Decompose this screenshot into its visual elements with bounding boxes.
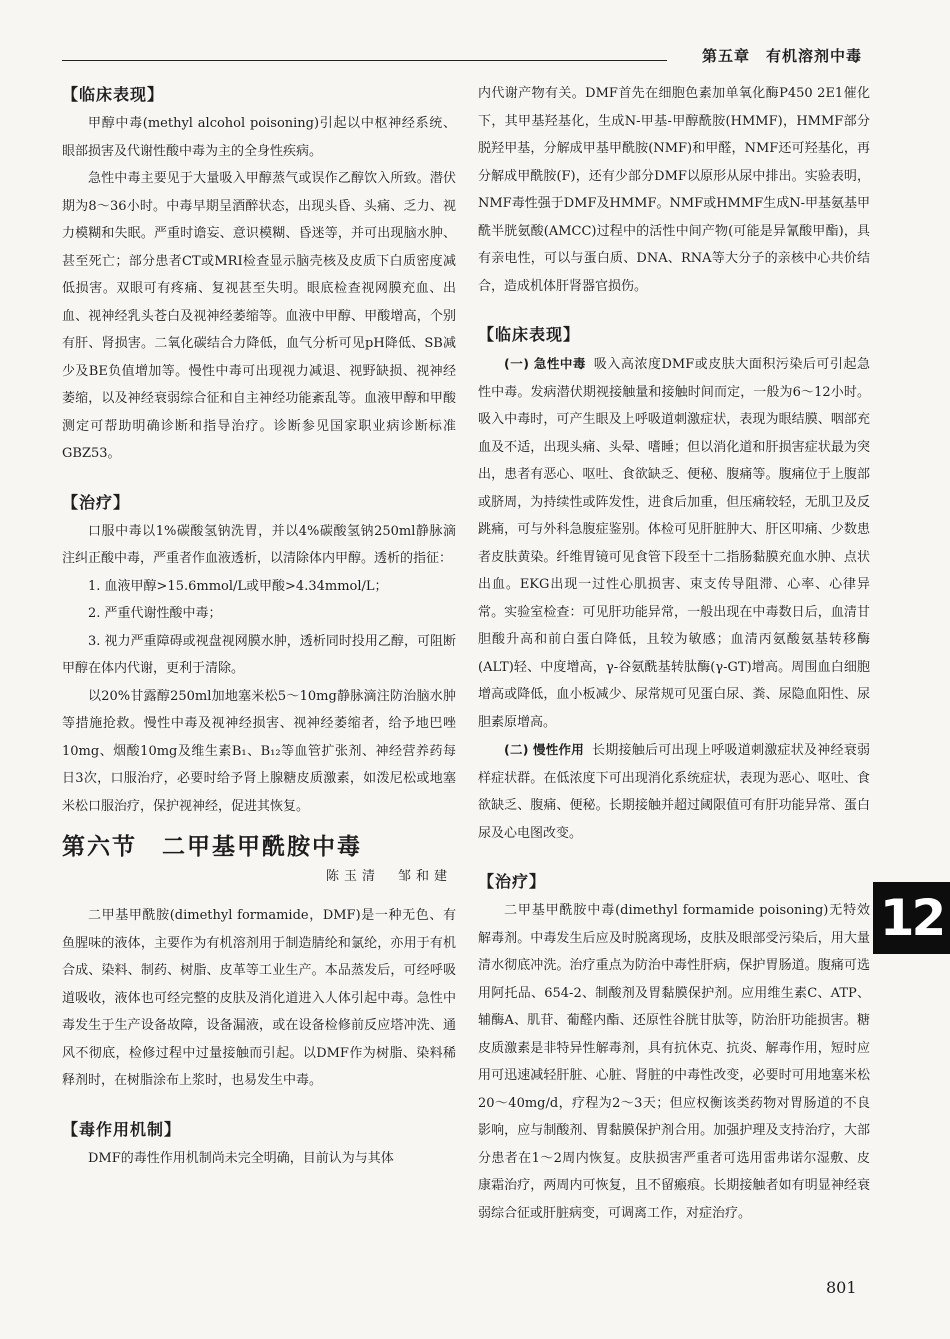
clinical-paragraph-2: 急性中毒主要见于大量吸入甲醇蒸气或误作乙醇饮入所致。潜伏期为8～36小时。中毒早期呈酒醉状态，出现头昏、头痛、乏力、视力模糊和失眠。严重时谵妄、意识模糊、昏迷等，并可出现脑水肿、甚至死亡；部分患者CT或MRI检查显示脑壳核及皮质下白质密度减低损害。双眼可有疼痛、复视甚至失明。眼底检查视网膜充血、出血、视神经乳头苍白及视神经萎缩等。血液中甲醇、甲酸增高，个别有肝、肾损害。二氧化碳结合力降低，血气分析可见pH降低、SB减少及BE负值增加等。慢性中毒可出现视力减退、视野缺损、视神经萎缩，以及神经衰弱综合征和自主神经功能紊乱等。血液甲醇和甲酸测定可帮助明确诊断和指导治疗。诊断参见国家职业病诊断标准GBZ53。 [62,171,456,461]
left-column [62,80,456,1172]
chronic-text: 长期接触后可出现上呼吸道刺激症状及神经衰弱样症状群。在低浓度下可出现消化系统症状，表现为恶心、呕吐、食欲缺乏、腹痛、便秘。长期接触并超过阈限值可有肝功能异常、蛋白尿及心电图改变。 [478,743,870,841]
mechanism-continued: 内代谢产物有关。DMF首先在细胞色素加单氧化酶P450 2E1催化下，其甲基羟基化，生成N-甲基-甲醇酰胺(HMMF)，HMMF部分脱羟甲基，分解成甲基甲酰胺(NMF)和甲醛，NMF还可羟基化，再分解成甲酰胺(F)，还有少部分DMF以原形从尿中排出。实验表明，NMF毒性强于DMF及HMMF。NMF或HMMF生成N-甲基氨基甲酰半胱氨酸(AMCC)过程中的活性中间产物(可能是异氰酸甲酯)，具有亲电性，可以与蛋白质、DNA、RNA等大分子的亲核中心共价结合，造成机体肝肾器官损伤。 [478,86,870,294]
mechanism-paragraph: DMF的毒性作用机制尚未完全明确，目前认为与其体 [88,1150,394,1166]
clinical-heading: 【临床表现】 [62,85,165,104]
treatment-criteria-item: 3. 视力严重障碍或视盘视网膜水肿，透析同时投用乙醇，可阻断甲醇在体内代谢，更利于清除。 [62,633,456,676]
chronic-label: (二) 慢性作用 [504,742,585,757]
section-six-title: 第六节 二甲基甲酰胺中毒 [62,834,362,860]
page-number: 801 [826,1278,857,1297]
dmf-clinical-heading: 【临床表现】 [478,325,581,344]
acute-label: (一) 急性中毒 [504,356,586,371]
treatment-intro: 口服中毒以1%碳酸氢钠洗胃，并以4%碳酸氢钠250ml静脉滴注纠正酸中毒，严重者作血液透析，以清除体内甲醇。透析的指征： [62,523,456,566]
acute-poisoning-paragraph [478,350,870,736]
running-header: 第五章 有机溶剂中毒 [701,47,862,65]
header-rule [62,60,667,61]
section-authors: 陈玉清 邹和建 [325,869,452,884]
clinical-paragraph-1: 甲醇中毒(methyl alcohol poisoning)引起以中枢神经系统、眼部损害及代谢性酸中毒为主的全身性疾病。 [62,116,456,159]
dmf-treatment-paragraph: 二甲基甲酰胺中毒(dimethyl formamide poisoning)无特效解毒剂。中毒发生后应及时脱离现场，皮肤及眼部受污染后，用大量清水彻底冲洗。治疗重点为防治中毒性肝病，保护胃肠道。腹痛可选用阿托品、654-2、制酸剂及胃黏膜保护剂。应用维生素C、ATP、辅酶A、肌苷、葡醛内酯、还原性谷胱甘肽等，防治肝功能损害。糖皮质激素是非特异性解毒剂，具有抗休克、抗炎、解毒作用，短时应用可迅速减轻肝脏、心脏、肾脏的中毒性改变，必要时可用地塞米松20～40mg/d，疗程为2～3天；但应权衡该类药物对胃肠道的不良影响，应与制酸剂、胃黏膜保护剂合用。加强护理及支持治疗，大部分患者在1～2周内恢复。皮肤损害严重者可选用雷弗诺尔湿敷、皮康霜治疗，两周内可恢复，且不留瘢痕。长期接触者如有明显神经衰弱综合征或肝脏病变，可调离工作，对症治疗。 [478,903,870,1221]
treatment-criteria-item: 1. 血液甲醇>15.6mmol/L或甲酸>4.34mmol/L； [88,578,388,594]
dmf-intro-paragraph: 二甲基甲酰胺(dimethyl formamide，DMF)是一种无色、有鱼腥味的液体，主要作为有机溶剂用于制造腈纶和氯纶，亦用于有机合成、染料、制药、树脂、皮革等工业生产。本品蒸发后，可经呼吸道吸收，液体也可经完整的皮肤及消化道进入人体引起中毒。急性中毒发生于生产设备故障，设备漏液，或在设备检修前反应塔冲洗、通风不彻底，检修过程中过量接触而引起。以DMF作为树脂、染料稀释剂时，在树脂涂布上浆时，也易发生中毒。 [62,908,456,1088]
treatment-criteria-item: 2. 严重代谢性酸中毒； [88,606,222,621]
dmf-treatment-heading: 【治疗】 [478,872,547,891]
chapter-tab-badge: 12 [873,882,950,954]
right-column [478,80,870,1227]
acute-text: 吸入高浓度DMF或皮肤大面积污染后可引起急性中毒。发病潜伏期视接触量和接触时间而定，一般为6～12小时。吸入中毒时，可产生眼及上呼吸道刺激症状，表现为眼结膜、咽部充血及不适，出现头痛、头晕、嗜睡；但以消化道和肝损害症状最为突出，患者有恶心、呕吐、食欲缺乏、便秘、腹痛等。腹痛位于上腹部或脐周，为持续性或阵发性，进食后加重，但压痛较轻，无肌卫及反跳痛，可与外科急腹症鉴别。体检可见肝脏肿大、肝区叩痛、少数患者皮肤黄染。纤维胃镜可见食管下段至十二指肠黏膜充血水肿、点状出血。EKG出现一过性心肌损害、束支传导阻滞、心率、心律异常。实验室检查：可见肝功能异常，一般出现在中毒数日后，血清甘胆酸升高和前白蛋白降低，且较为敏感；血清丙氨酸氨基转移酶(ALT)轻、中度增高，γ-谷氨酰基转肽酶(γ-GT)增高。周围血白细胞增高或降低，血小板减少、尿常规可见蛋白尿、粪、尿隐血阳性、尿胆素原增高。 [478,357,870,730]
mechanism-heading: 【毒作用机制】 [62,1119,182,1139]
treatment-closing: 以20%甘露醇250ml加地塞米松5～10mg静脉滴注防治脑水肿等措施抢救。慢性中毒及视神经损害、视神经萎缩者，给予地巴唑10mg、烟酸10mg及维生素B₁、B₁₂等血管扩张剂、神经营养药每日3次，口服治疗，必要时给予肾上腺糖皮质激素，如泼尼松或地塞米松口服治疗，保护视神经，促进其恢复。 [62,688,456,814]
chronic-effect-paragraph [478,736,870,847]
treatment-heading: 【治疗】 [62,492,131,512]
